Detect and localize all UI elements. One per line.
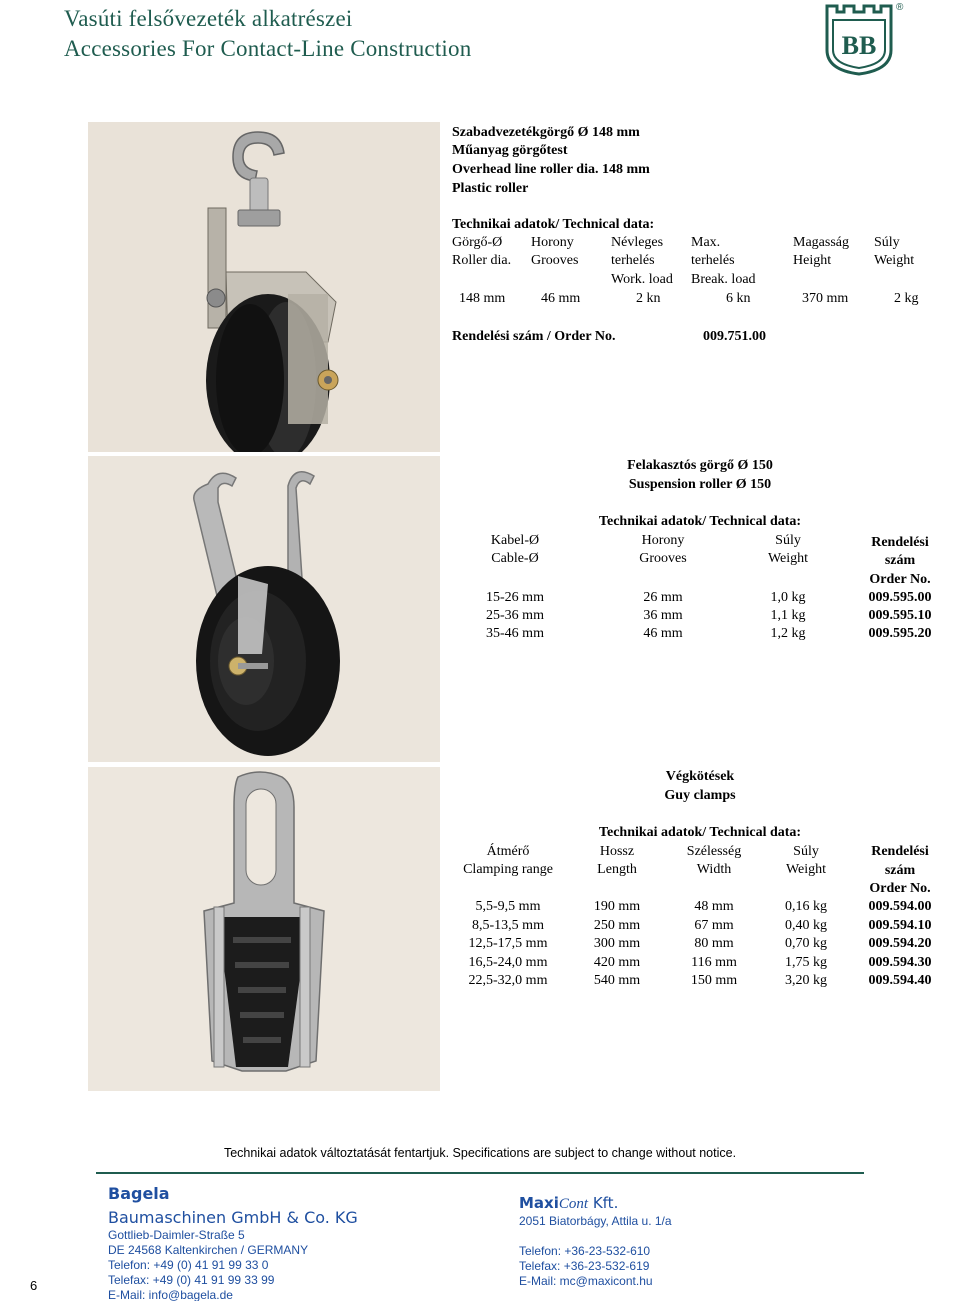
product3-cell-length: 250 mm	[593, 918, 641, 933]
product1-col-roller-en: Roller dia.	[452, 253, 512, 268]
product3-cell-order: 009.594.40	[868, 973, 932, 988]
disclaimer-note: Technikai adatok változtatását fentartjuk. Specifications are subject to change without notice.	[223, 1146, 737, 1160]
bagela-address-street: Gottlieb-Daimler-Straße 5	[108, 1228, 245, 1242]
product3-cell-order: 009.594.20	[868, 936, 932, 951]
product1-tech-heading: Technikai adatok/ Technical data:	[452, 217, 655, 232]
product2-col-groove-en: Grooves	[639, 551, 687, 566]
footer-divider	[96, 1172, 864, 1174]
product3-cell-weight: 1,75 kg	[785, 955, 827, 970]
product1-material-hu: Műanyag görgőtest	[452, 143, 568, 158]
product1-col-breakload-en: Break. load	[691, 272, 756, 287]
suspension-roller-photo	[88, 456, 440, 762]
product1-col-workload-hu1: Névleges	[611, 235, 664, 250]
product3-cell-length: 540 mm	[593, 973, 641, 988]
product3-cell-width: 48 mm	[694, 899, 734, 914]
product3-col-length-en: Length	[597, 862, 637, 877]
product2-col-weight-en: Weight	[767, 551, 809, 566]
product3-cell-width: 67 mm	[694, 918, 734, 933]
product1-value-groove: 46 mm	[541, 291, 581, 306]
product1-col-weight-en: Weight	[874, 253, 915, 268]
page-number: 6	[30, 1278, 38, 1293]
product1-col-breakload-hu2: terhelés	[691, 253, 735, 268]
product3-col-order-1: Rendelési	[871, 844, 929, 859]
product3-cell-width: 116 mm	[691, 955, 737, 970]
product3-col-range-en: Clamping range	[463, 862, 553, 877]
bagela-brand: Bagela	[108, 1184, 170, 1203]
product2-col-order-2: szám	[884, 553, 916, 568]
product2-cell-weight: 1,1 kg	[770, 608, 806, 623]
product1-col-height-hu: Magasság	[793, 235, 849, 250]
product1-col-workload-hu2: terhelés	[611, 253, 655, 268]
product2-cell-groove: 26 mm	[643, 590, 683, 605]
maxicont-brand-cont: Cont	[558, 1196, 589, 1212]
product2-col-cable-en: Cable-Ø	[491, 551, 539, 566]
product1-material-en: Plastic roller	[452, 181, 529, 196]
product3-col-width-hu: Szélesség	[686, 844, 742, 859]
product3-cell-range: 8,5-13,5 mm	[472, 918, 544, 933]
product1-col-height-en: Height	[793, 253, 832, 268]
bagela-company-name: Baumaschinen GmbH & Co. KG	[108, 1208, 358, 1227]
product2-tech-heading: Technikai adatok/ Technical data:	[598, 514, 802, 529]
product1-name-hu: Szabadvezetékgörgő Ø 148 mm	[452, 125, 640, 140]
product3-cell-order: 009.594.10	[868, 918, 932, 933]
product3-cell-length: 300 mm	[593, 936, 641, 951]
product3-cell-order: 009.594.00	[868, 899, 932, 914]
product2-cell-order: 009.595.00	[868, 590, 932, 605]
product3-cell-range: 5,5-9,5 mm	[475, 899, 541, 914]
maxicont-brand-kft: Kft.	[588, 1194, 619, 1212]
company-logo	[824, 4, 894, 76]
maxicont-fax: Telefax: +36-23-532-619	[519, 1259, 650, 1273]
maxicont-brand	[519, 1194, 618, 1213]
product2-cell-groove: 46 mm	[643, 626, 683, 641]
product3-cell-order: 009.594.30	[868, 955, 932, 970]
product3-cell-weight: 0,40 kg	[785, 918, 827, 933]
bagela-address-city: DE 24568 Kaltenkirchen / GERMANY	[108, 1243, 309, 1257]
product2-col-weight-hu: Súly	[775, 533, 801, 548]
product1-value-weight: 2 kg	[894, 291, 919, 306]
product2-col-order-1: Rendelési	[871, 535, 929, 550]
product3-cell-length: 190 mm	[593, 899, 641, 914]
product1-order-number: 009.751.00	[703, 329, 766, 344]
maxicont-phone: Telefon: +36-23-532-610	[519, 1244, 651, 1258]
product1-col-workload-en: Work. load	[611, 272, 673, 287]
product1-col-roller-hu: Görgő-Ø	[452, 235, 503, 250]
bagela-email[interactable]: E-Mail: info@bagela.de	[108, 1288, 233, 1301]
product1-value-breakload: 6 kn	[726, 291, 751, 306]
product3-cell-range: 16,5-24,0 mm	[468, 955, 548, 970]
product1-order-label: Rendelési szám / Order No.	[452, 329, 616, 344]
product3-col-weight-en: Weight	[785, 862, 827, 877]
product2-col-groove-hu: Horony	[641, 533, 685, 548]
overhead-roller-photo	[88, 122, 440, 452]
product2-cell-order: 009.595.20	[868, 626, 932, 641]
maxicont-email[interactable]: E-Mail: mc@maxicont.hu	[519, 1274, 653, 1288]
product3-col-weight-hu: Súly	[793, 844, 819, 859]
product1-col-weight-hu: Súly	[874, 235, 900, 250]
product3-cell-width: 80 mm	[694, 936, 734, 951]
product2-cell-weight: 1,2 kg	[770, 626, 806, 641]
product3-col-order-3: Order No.	[869, 881, 931, 896]
product2-name-hu: Felakasztós görgő Ø 150	[627, 458, 773, 473]
product3-col-range-hu: Átmérő	[486, 844, 530, 859]
product3-name-en: Guy clamps	[664, 788, 736, 803]
product1-name-en: Overhead line roller dia. 148 mm	[452, 162, 650, 177]
product2-cell-cable: 35-46 mm	[486, 626, 544, 641]
product1-value-workload: 2 kn	[636, 291, 661, 306]
product3-cell-range: 22,5-32,0 mm	[468, 973, 548, 988]
product1-col-breakload-hu1: Max.	[691, 235, 721, 250]
product3-col-width-en: Width	[696, 862, 732, 877]
product2-col-order-3: Order No.	[869, 572, 931, 587]
maxicont-address: 2051 Biatorbágy, Attila u. 1/a	[519, 1214, 672, 1228]
guy-clamp-photo	[88, 767, 440, 1091]
bagela-fax: Telefax: +49 (0) 41 91 99 33 99	[108, 1273, 275, 1287]
product3-cell-width: 150 mm	[690, 973, 738, 988]
product1-value-height: 370 mm	[802, 291, 849, 306]
page-title-hungarian: Vasúti felsővezeték alkatrészei	[64, 6, 353, 31]
product3-cell-weight: 0,70 kg	[785, 936, 827, 951]
product3-name-hu: Végkötések	[665, 769, 735, 784]
product1-col-groove-en: Grooves	[531, 253, 579, 268]
registered-mark: ®	[896, 2, 904, 13]
product1-value-diameter: 148 mm	[459, 291, 506, 306]
maxicont-brand-maxi: Maxi	[519, 1194, 559, 1212]
bagela-phone: Telefon: +49 (0) 41 91 99 33 0	[108, 1258, 269, 1272]
product3-cell-weight: 3,20 kg	[785, 973, 827, 988]
page-title-english: Accessories For Contact-Line Construction	[64, 36, 472, 61]
product3-cell-length: 420 mm	[593, 955, 641, 970]
product3-cell-range: 12,5-17,5 mm	[468, 936, 548, 951]
svg-text:BB: BB	[841, 31, 877, 60]
product2-col-cable-hu: Kabel-Ø	[490, 533, 540, 548]
product1-col-groove-hu: Horony	[531, 235, 574, 250]
product2-cell-cable: 15-26 mm	[486, 590, 544, 605]
product2-name-en: Suspension roller Ø 150	[628, 477, 772, 492]
product2-cell-cable: 25-36 mm	[486, 608, 544, 623]
product3-tech-heading: Technikai adatok/ Technical data:	[598, 825, 802, 840]
product3-cell-weight: 0,16 kg	[785, 899, 827, 914]
product2-cell-weight: 1,0 kg	[770, 590, 806, 605]
product2-cell-groove: 36 mm	[643, 608, 683, 623]
product2-cell-order: 009.595.10	[868, 608, 932, 623]
product3-col-length-hu: Hossz	[599, 844, 635, 859]
product3-col-order-2: szám	[884, 863, 916, 878]
